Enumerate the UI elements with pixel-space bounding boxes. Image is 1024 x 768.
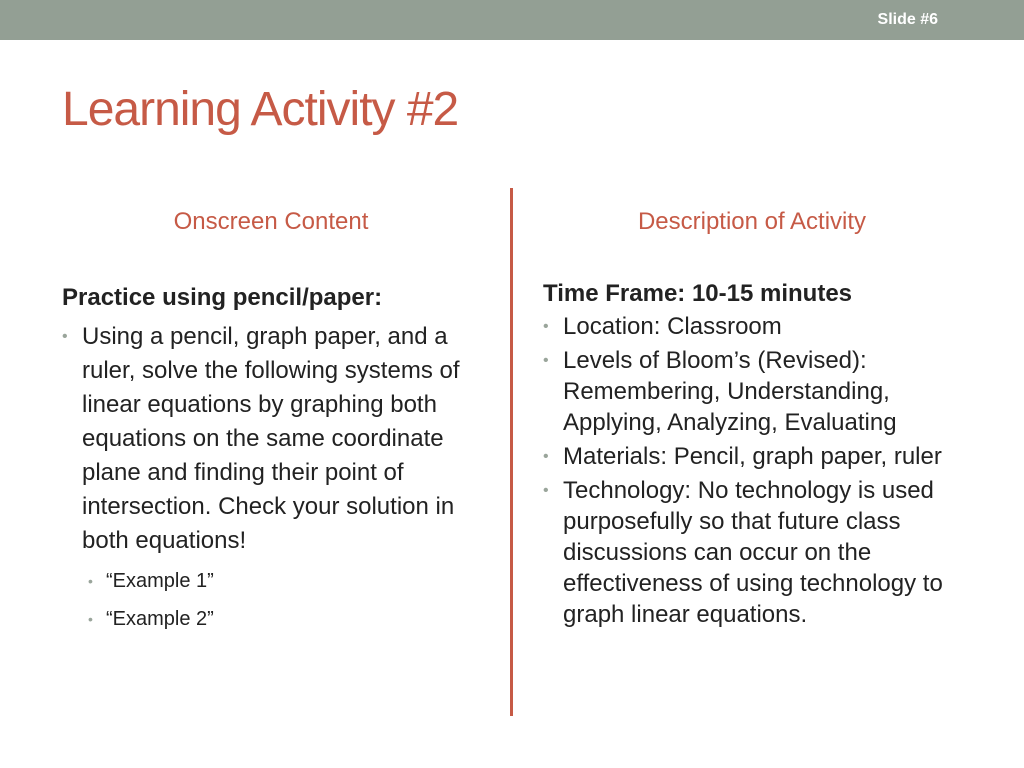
left-column-heading: Onscreen Content [173, 208, 369, 235]
list-item [82, 600, 482, 638]
list-item [82, 562, 482, 600]
location-text: Location: Classroom [563, 313, 782, 340]
materials-text: Materials: Pencil, graph paper, ruler [563, 443, 942, 470]
bullet-icon: • [543, 448, 549, 465]
list-item [543, 311, 963, 342]
bullet-icon: • [88, 611, 93, 627]
slide-title: Learning Activity #2 [62, 83, 459, 136]
top-bar [0, 0, 1024, 40]
bullet-icon: • [543, 352, 549, 369]
example-list [82, 562, 482, 638]
right-column-heading: Description of Activity [637, 208, 867, 235]
left-lead-text: Practice using pencil/paper: [62, 284, 383, 311]
bullet-icon: • [543, 482, 549, 499]
bullet-icon: • [88, 573, 93, 589]
onscreen-content-column [62, 208, 482, 638]
example-2-text: “Example 2” [106, 608, 214, 630]
blooms-levels-text: Levels of Bloom’s (Revised): Remembering, Understanding, Applying, Analyzing, Evaluating [563, 347, 897, 436]
list-item [62, 320, 482, 638]
list-item [543, 475, 963, 630]
left-bullet-list [62, 320, 482, 638]
bullet-icon: • [543, 318, 549, 335]
right-bullet-list [543, 311, 963, 630]
list-item [543, 441, 963, 472]
list-item [543, 345, 963, 438]
slide-number: Slide #6 [877, 11, 938, 28]
example-1-text: “Example 1” [106, 570, 214, 592]
time-frame-text: Time Frame: 10-15 minutes [543, 280, 853, 307]
technology-text: Technology: No technology is used purposefully so that future class discussions can occur on the effectiveness of using technology to graph linear equations. [563, 477, 943, 628]
bullet-icon: • [62, 328, 68, 345]
column-divider [510, 188, 513, 716]
activity-description-column [543, 208, 963, 630]
left-bullet-text: Using a pencil, graph paper, and a ruler, solve the following systems of linear equations by graphing both equations on the same coordinate plane and finding their point of intersection. Check your solution in both equations! [82, 323, 460, 554]
